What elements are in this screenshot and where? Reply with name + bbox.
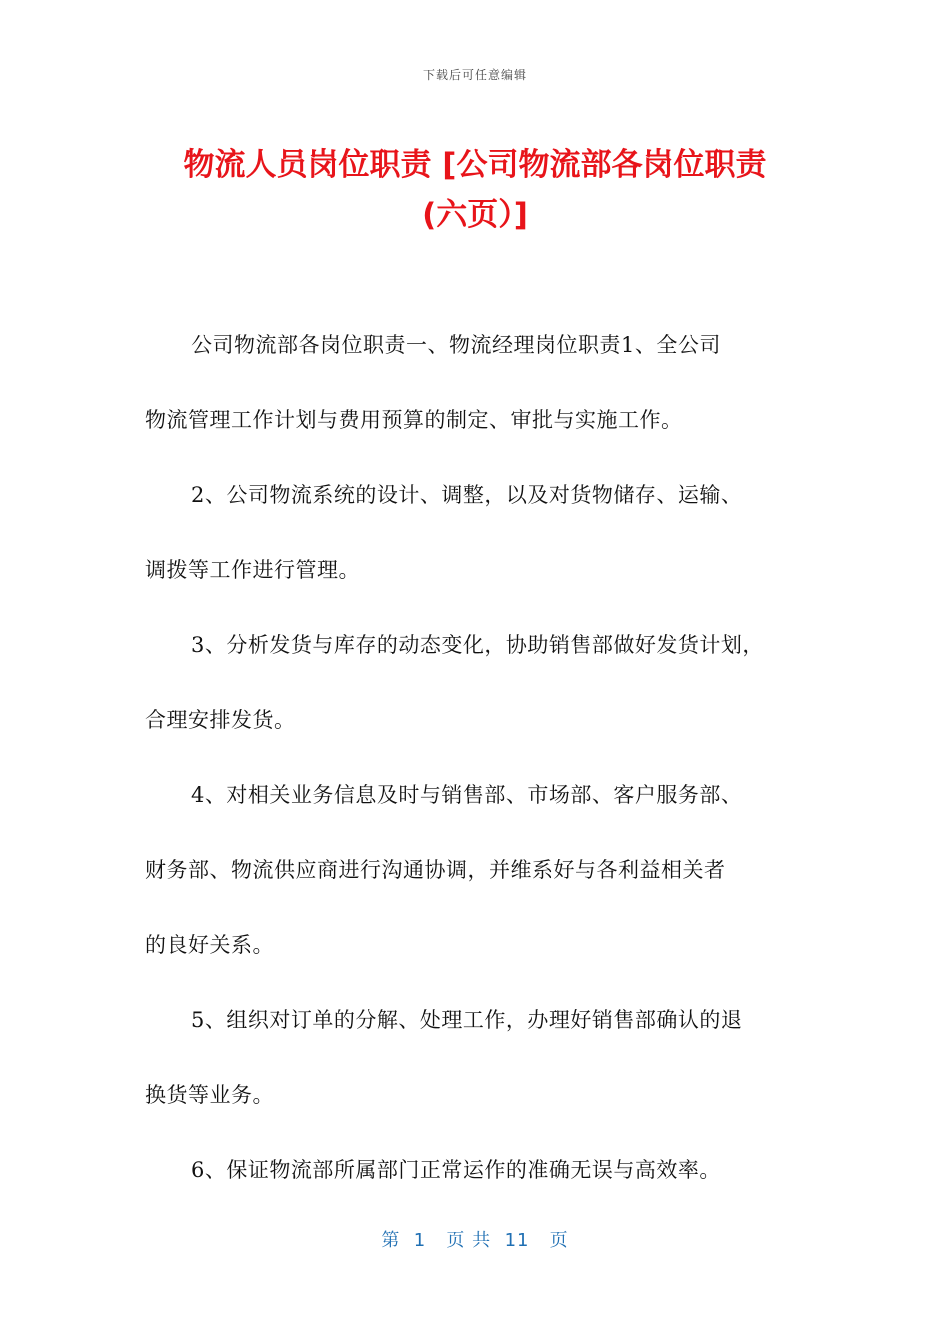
paragraph-4-line-1: 4、对相关业务信息及时与销售部、市场部、客户服务部、 <box>191 783 743 807</box>
paragraph-5-line-2: 换货等业务。 <box>145 1083 274 1107</box>
paragraph-3-line-2: 合理安排发货。 <box>145 708 296 732</box>
document-title <box>120 140 830 240</box>
document-body <box>145 322 815 1222</box>
paragraph-1-line-2: 物流管理工作计划与费用预算的制定、审批与实施工作。 <box>145 408 683 432</box>
title-line-2: (六页）] <box>422 197 528 233</box>
paragraph-2-line-2: 调拨等工作进行管理。 <box>145 558 360 582</box>
paragraph-4-line-3: 的良好关系。 <box>145 933 274 957</box>
page-number-footer: 第 1 页 共 11 页 <box>381 1230 569 1251</box>
header-note: 下载后可任意编辑 <box>422 68 527 82</box>
paragraph-1-line-1: 公司物流部各岗位职责一、物流经理岗位职责1、全公司 <box>191 333 721 357</box>
paragraph-6-line-1: 6、保证物流部所属部门正常运作的准确无误与高效率。 <box>191 1158 721 1182</box>
paragraph-5-line-1: 5、组织对订单的分解、处理工作，办理好销售部确认的退 <box>191 1008 743 1032</box>
paragraph-3-line-1: 3、分析发货与库存的动态变化，协助销售部做好发货计划， <box>191 633 764 657</box>
title-line-1: 物流人员岗位职责 [公司物流部各岗位职责 <box>183 147 767 183</box>
paragraph-4-line-2: 财务部、物流供应商进行沟通协调，并维系好与各利益相关者 <box>145 858 726 882</box>
paragraph-2-line-1: 2、公司物流系统的设计、调整，以及对货物储存、运输、 <box>191 483 743 507</box>
